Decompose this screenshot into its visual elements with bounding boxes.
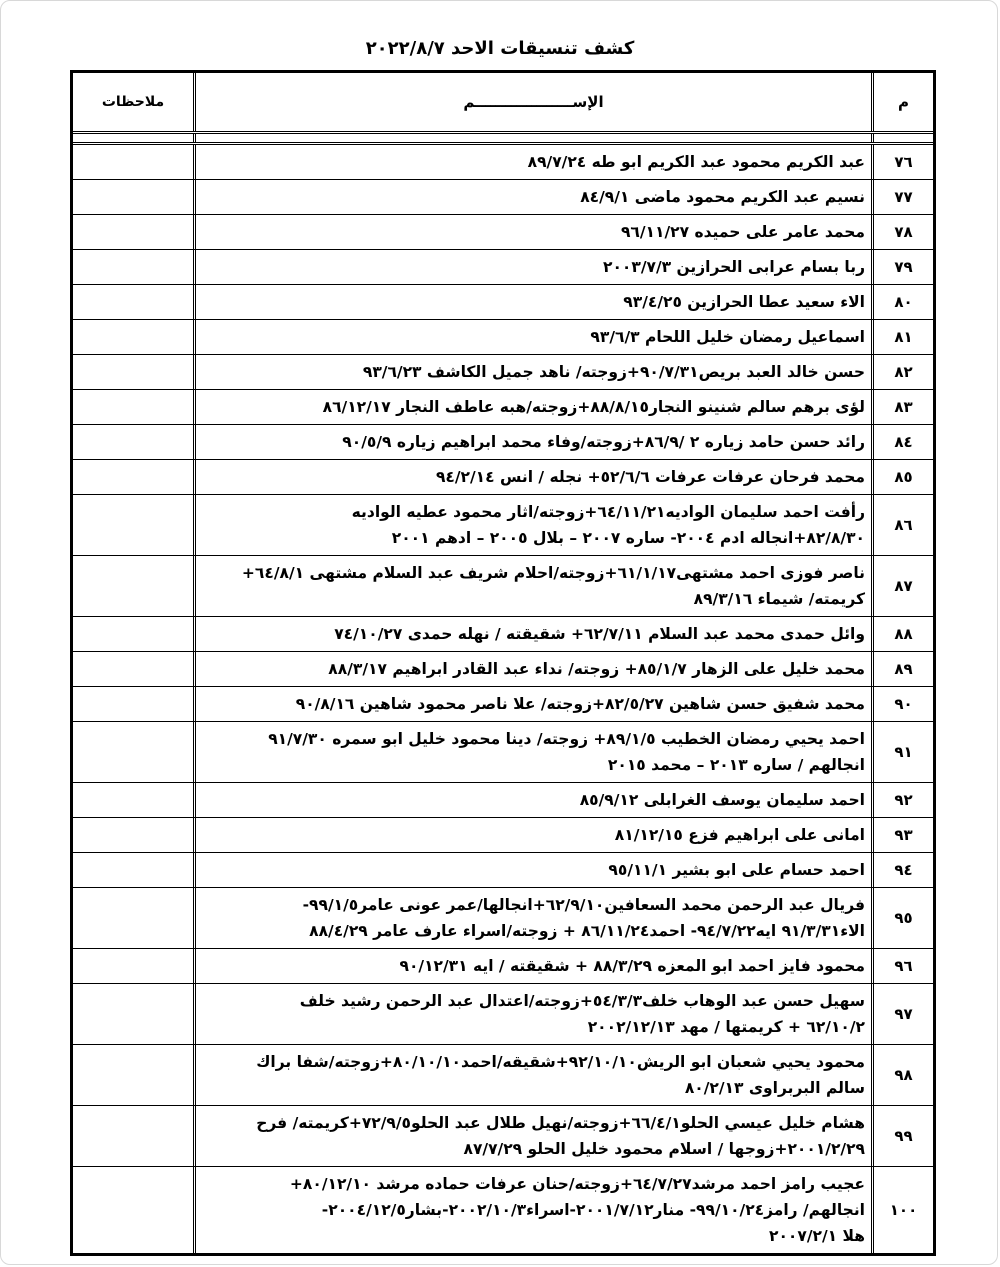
table-row bbox=[73, 617, 933, 652]
row-name-cell bbox=[193, 783, 871, 817]
row-name-cell bbox=[193, 853, 871, 887]
row-name-cell bbox=[193, 355, 871, 389]
row-name-cell bbox=[193, 652, 871, 686]
row-notes-cell bbox=[73, 320, 193, 354]
row-number: ٨٦ bbox=[871, 495, 933, 555]
name-line: فريال عبد الرحمن محمد السعافين٦٢/٩/١٠+انجالها/عمر عونى عامر٩٩/١/٥- bbox=[302, 896, 865, 914]
name-line: كريمته/ شيماء ٨٩/٣/١٦ bbox=[693, 590, 865, 608]
row-notes-cell bbox=[73, 1167, 193, 1253]
row-notes-cell bbox=[73, 1045, 193, 1105]
name-line: ٨٢/٨/٣٠+انجاله ادم ٢٠٠٤- ساره ٢٠٠٧ – بلال ٢٠٠٥ – ادهم ٢٠٠١ bbox=[391, 529, 865, 547]
name-line: رائد حسن حامد زياره ٢ /٨٦/٩+زوجته/وفاء محمد ابراهيم زياره ٩٠/٥/٩ bbox=[342, 433, 865, 451]
table-row bbox=[73, 145, 933, 180]
name-line: ٦٢/١٠/٢ + كريمتها / مهد ٢٠٠٢/١٢/١٣ bbox=[587, 1018, 865, 1036]
name-line: الاء٩١/٣/٣١ ايه٩٤/٧/٢٢- احمد٨٦/١١/٢٤ + زوجته/اسراء عارف عامر ٨٨/٤/٢٩ bbox=[309, 922, 865, 940]
row-name-cell bbox=[193, 390, 871, 424]
row-notes-cell bbox=[73, 215, 193, 249]
name-line: ٢٠٠١/٢/٢٩+زوجها / اسلام محمود خليل الحلو ٨٧/٧/٢٩ bbox=[463, 1140, 865, 1158]
document-title: كشف تنسيقات الاحد ٢٠٢٢/٨/٧ bbox=[365, 38, 635, 59]
row-name-cell bbox=[193, 285, 871, 319]
row-number: ٩٣ bbox=[871, 818, 933, 852]
table-row bbox=[73, 495, 933, 556]
row-notes-cell bbox=[73, 652, 193, 686]
name-line: عجيب رامز احمد مرشد٦٤/٧/٢٧+زوجته/حنان عرفات حماده مرشد ٨٠/١٢/١٠+ bbox=[289, 1175, 865, 1193]
table-row bbox=[73, 687, 933, 722]
row-name-cell bbox=[193, 687, 871, 721]
row-name-cell bbox=[193, 145, 871, 179]
header-number: م bbox=[871, 73, 933, 131]
spacer-cell bbox=[871, 134, 933, 142]
table-row bbox=[73, 984, 933, 1045]
name-line: امانى على ابراهيم فزع ٨١/١٢/١٥ bbox=[614, 826, 865, 844]
name-line: محمد خليل على الزهار ٨٥/١/٧+ زوجته/ نداء عبد القادر ابراهيم ٨٨/٣/١٧ bbox=[328, 660, 865, 678]
row-name-cell bbox=[193, 617, 871, 651]
header-spacer-row bbox=[73, 134, 933, 145]
name-line: هلا ٢٠٠٧/٢/١ bbox=[768, 1227, 865, 1245]
table-row bbox=[73, 888, 933, 949]
name-line: لؤى برهم سالم شنينو النجار٨٨/٨/١٥+زوجته/هبه عاطف النجار ٨٦/١٢/١٧ bbox=[322, 398, 865, 416]
table-row bbox=[73, 215, 933, 250]
table-row bbox=[73, 460, 933, 495]
row-name-cell bbox=[193, 1167, 871, 1253]
row-notes-cell bbox=[73, 355, 193, 389]
row-name-cell bbox=[193, 215, 871, 249]
row-number: ٩٥ bbox=[871, 888, 933, 948]
row-number: ٨٣ bbox=[871, 390, 933, 424]
table-row bbox=[73, 818, 933, 853]
row-notes-cell bbox=[73, 1106, 193, 1166]
name-line: ناصر فوزى احمد مشتهى٦١/١/١٧+زوجته/احلام شريف عبد السلام مشتهى ٦٤/٨/١+ bbox=[241, 564, 865, 582]
row-number: ٩٢ bbox=[871, 783, 933, 817]
row-name-cell bbox=[193, 984, 871, 1044]
row-number: ١٠٠ bbox=[871, 1167, 933, 1253]
row-name-cell bbox=[193, 320, 871, 354]
row-number: ٨٥ bbox=[871, 460, 933, 494]
spacer-cell bbox=[193, 134, 871, 142]
row-number: ٨٠ bbox=[871, 285, 933, 319]
row-name-cell bbox=[193, 818, 871, 852]
name-line: احمد يحيي رمضان الخطيب ٨٩/١/٥+ زوجته/ دينا محمود خليل ابو سمره ٩١/٧/٣٠ bbox=[268, 730, 865, 748]
row-notes-cell bbox=[73, 853, 193, 887]
row-number: ٨٤ bbox=[871, 425, 933, 459]
header-notes: ملاحظات bbox=[101, 94, 165, 110]
table-row bbox=[73, 722, 933, 783]
row-notes-cell bbox=[73, 390, 193, 424]
name-line: اسماعيل رمضان خليل اللحام ٩٣/٦/٣ bbox=[590, 328, 865, 346]
table-row bbox=[73, 425, 933, 460]
name-line: محمود فايز احمد ابو المعزه ٨٨/٣/٢٩ + شقيقته / ايه ٩٠/١٢/٣١ bbox=[399, 957, 865, 975]
table-row bbox=[73, 556, 933, 617]
row-number: ٨٨ bbox=[871, 617, 933, 651]
name-line: محمود يحيي شعبان ابو الريش٩٢/١٠/١٠+شقيقه/احمد٨٠/١٠/١٠+زوجته/شفا براك bbox=[256, 1053, 865, 1071]
row-number: ٩٤ bbox=[871, 853, 933, 887]
name-line: محمد فرحان عرفات عرفات ٥٢/٦/٦+ نجله / انس ٩٤/٢/١٤ bbox=[435, 468, 865, 486]
row-notes-cell bbox=[73, 180, 193, 214]
table-row bbox=[73, 853, 933, 888]
table-row bbox=[73, 250, 933, 285]
row-notes-cell bbox=[73, 556, 193, 616]
name-line: محمد عامر على حميده ٩٦/١١/٢٧ bbox=[620, 223, 865, 241]
row-notes-cell bbox=[73, 783, 193, 817]
row-notes-cell bbox=[73, 285, 193, 319]
name-line: ربا بسام عرابى الحرازين ٢٠٠٣/٧/٣ bbox=[602, 258, 865, 276]
row-name-cell bbox=[193, 180, 871, 214]
row-name-cell bbox=[193, 250, 871, 284]
row-notes-cell bbox=[73, 495, 193, 555]
table-row bbox=[73, 1167, 933, 1253]
name-line: احمد حسام على ابو بشير ٩٥/١١/١ bbox=[608, 861, 865, 879]
row-number: ٧٧ bbox=[871, 180, 933, 214]
name-line: انجالهم / ساره ٢٠١٣ – محمد ٢٠١٥ bbox=[607, 756, 865, 774]
spacer-cell bbox=[73, 134, 193, 142]
row-name-cell bbox=[193, 556, 871, 616]
row-number: ٨٢ bbox=[871, 355, 933, 389]
row-number: ٩٧ bbox=[871, 984, 933, 1044]
table-row bbox=[73, 320, 933, 355]
name-line: رأفت احمد سليمان الواديه٦٤/١١/٢١+زوجته/اثار محمود عطيه الواديه bbox=[351, 503, 865, 521]
table-row bbox=[73, 652, 933, 687]
table-row bbox=[73, 355, 933, 390]
row-notes-cell bbox=[73, 722, 193, 782]
table-row bbox=[73, 1106, 933, 1167]
row-notes-cell bbox=[73, 984, 193, 1044]
row-notes-cell bbox=[73, 250, 193, 284]
header-name: الإســـــــــــــــــــم bbox=[193, 73, 871, 131]
name-line: عبد الكريم محمود عبد الكريم ابو طه ٨٩/٧/٢٤ bbox=[527, 153, 865, 171]
name-line: حسن خالد العبد بريص٩٠/٧/٣١+زوجته/ ناهد جميل الكاشف ٩٣/٦/٢٣ bbox=[362, 363, 865, 381]
table-row bbox=[73, 390, 933, 425]
row-notes-cell bbox=[73, 888, 193, 948]
row-number: ٧٩ bbox=[871, 250, 933, 284]
row-number: ٩٦ bbox=[871, 949, 933, 983]
row-number: ٩٠ bbox=[871, 687, 933, 721]
row-number: ٩٩ bbox=[871, 1106, 933, 1166]
row-number: ٨١ bbox=[871, 320, 933, 354]
table-row bbox=[73, 1045, 933, 1106]
table-row bbox=[73, 949, 933, 984]
names-table bbox=[70, 70, 936, 1256]
row-notes-cell bbox=[73, 460, 193, 494]
table-row bbox=[73, 285, 933, 320]
row-name-cell bbox=[193, 495, 871, 555]
table-row bbox=[73, 180, 933, 215]
table-row bbox=[73, 783, 933, 818]
row-notes-cell bbox=[73, 145, 193, 179]
name-line: الاء سعيد عطا الحرازين ٩٣/٤/٢٥ bbox=[623, 293, 865, 311]
name-line: سالم البربراوى ٨٠/٢/١٣ bbox=[684, 1079, 865, 1097]
row-name-cell bbox=[193, 949, 871, 983]
table-body bbox=[73, 145, 933, 1253]
row-notes-cell bbox=[73, 949, 193, 983]
row-name-cell bbox=[193, 460, 871, 494]
row-number: ٧٨ bbox=[871, 215, 933, 249]
row-name-cell bbox=[193, 722, 871, 782]
row-number: ٩١ bbox=[871, 722, 933, 782]
name-line: انجالهم/ رامز٩٩/١٠/٢٤- منار٢٠٠١/٧/١٢-اسراء٢٠٠٢/١٠/٣-بشار٢٠٠٤/١٢/٥- bbox=[321, 1201, 865, 1219]
name-line: وائل حمدى محمد عبد السلام ٦٢/٧/١١+ شقيقته / نهله حمدى ٧٤/١٠/٢٧ bbox=[334, 625, 865, 643]
row-number: ٧٦ bbox=[871, 145, 933, 179]
name-line: محمد شفيق حسن شاهين ٨٢/٥/٢٧+زوجته/ علا ناصر محمود شاهين ٩٠/٨/١٦ bbox=[295, 695, 865, 713]
name-line: احمد سليمان يوسف الغرابلى ٨٥/٩/١٢ bbox=[579, 791, 865, 809]
row-name-cell bbox=[193, 1045, 871, 1105]
row-notes-cell bbox=[73, 617, 193, 651]
name-line: هشام خليل عيسي الحلو٦٦/٤/١+زوجته/نهيل طلال عبد الحلو٧٢/٩/٥+كريمته/ فرح bbox=[256, 1114, 865, 1132]
row-number: ٨٩ bbox=[871, 652, 933, 686]
name-line: سهيل حسن عبد الوهاب خلف٥٤/٣/٣+زوجته/اعتدال عبد الرحمن رشيد خلف bbox=[299, 992, 865, 1010]
row-name-cell bbox=[193, 888, 871, 948]
row-notes-cell bbox=[73, 818, 193, 852]
row-name-cell bbox=[193, 1106, 871, 1166]
row-notes-cell bbox=[73, 687, 193, 721]
table-header bbox=[73, 73, 933, 134]
row-notes-cell bbox=[73, 425, 193, 459]
row-name-cell bbox=[193, 425, 871, 459]
name-line: نسيم عبد الكريم محمود ماضى ٨٤/٩/١ bbox=[580, 188, 865, 206]
row-number: ٨٧ bbox=[871, 556, 933, 616]
row-number: ٩٨ bbox=[871, 1045, 933, 1105]
